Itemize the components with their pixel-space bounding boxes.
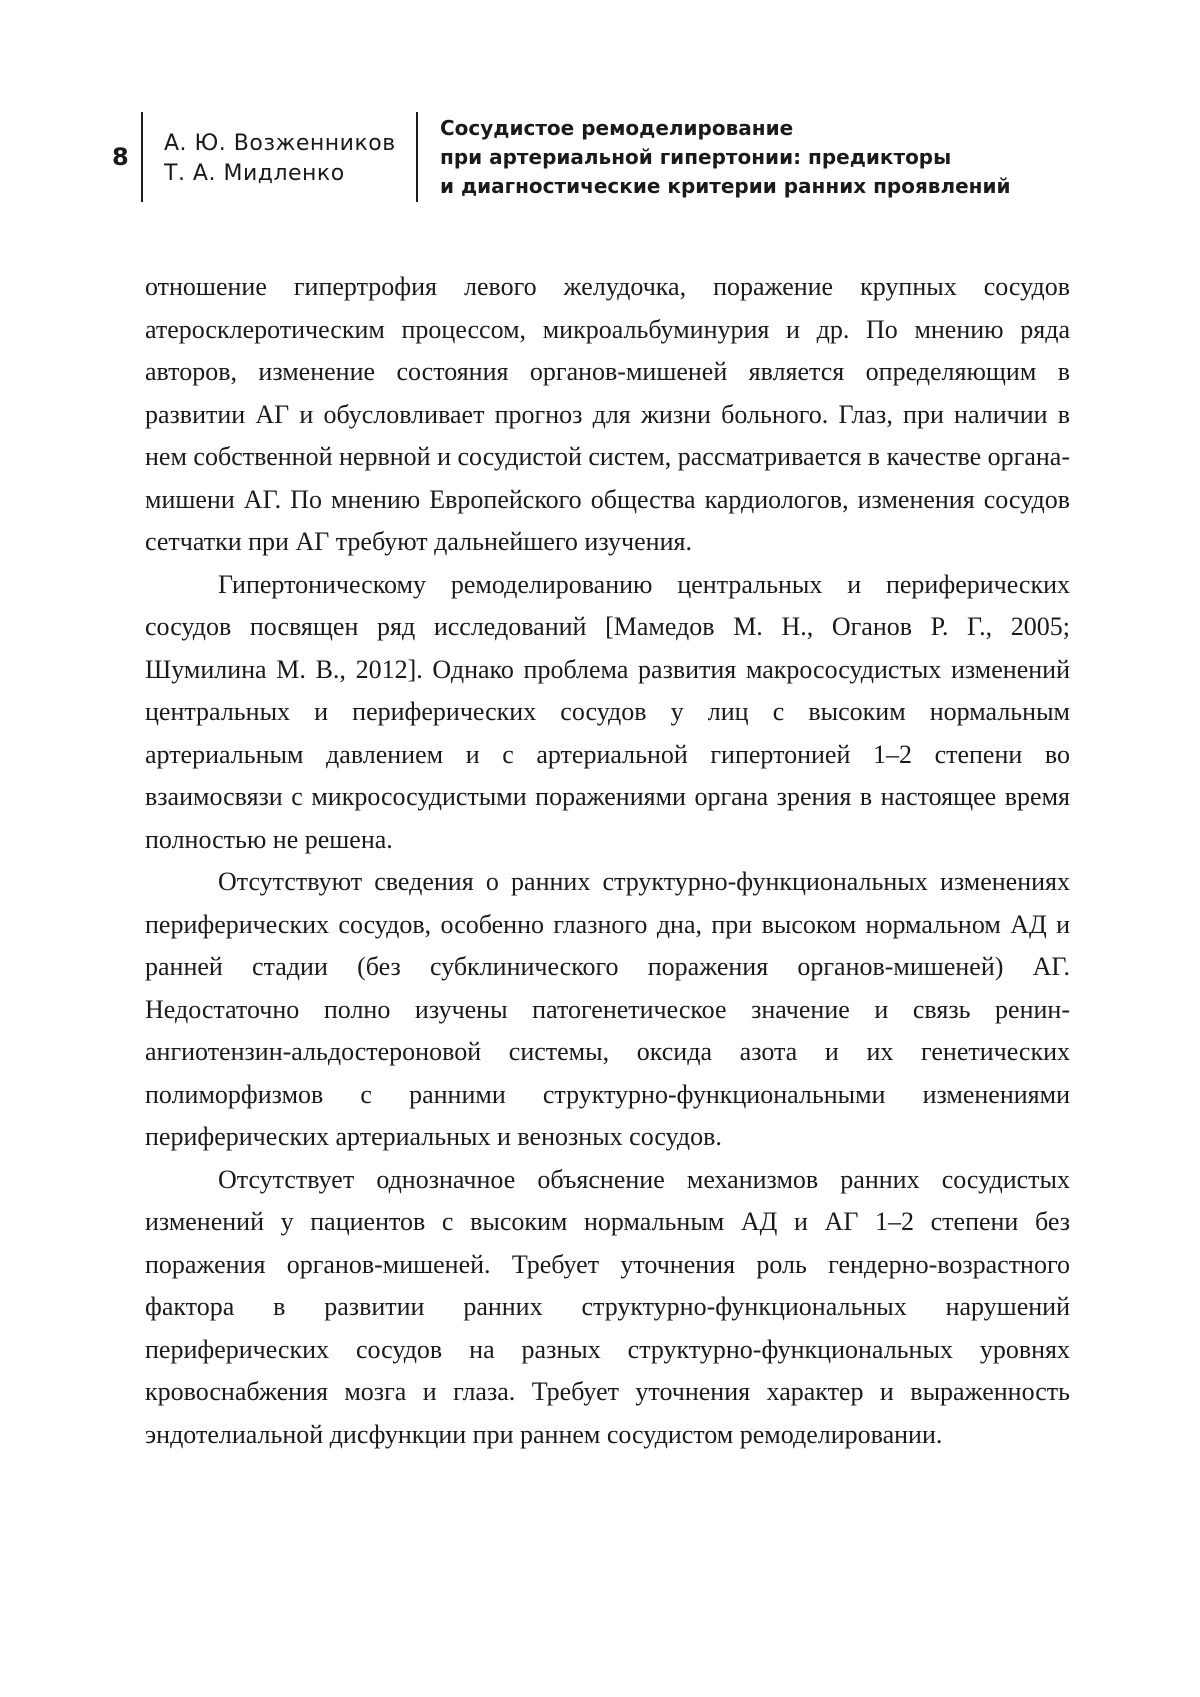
header-divider-right — [416, 112, 418, 202]
author-name: Т. А. Мидленко — [164, 161, 345, 186]
running-title-line: Сосудистое ремоделирование — [440, 116, 794, 140]
paragraph: Отсутствует однозначное объяснение механизмов ранних сосудистых изменений у пациентов с высоким нормальным АД и АГ 1–2 степени без поражения органов-мишеней. Требует уточнения роль гендерно-возрастного фактора в развитии ранних структурно-функциональных нарушений периферических сосудов на разных структурно-функциональных уровнях кровоснабжения мозга и глаза. Требует уточнения характер и выраженность эндотелиальной дисфункции при раннем сосудистом ремоделировании. — [145, 1164, 1070, 1449]
header-authors — [164, 129, 396, 189]
running-title — [440, 114, 1011, 201]
body-text — [145, 266, 1070, 1456]
paragraph: отношение гипертрофия левого желудочка, поражение крупных сосудов атеросклеротическим процессом, микроальбуминурия и др. По мнению ряда авторов, изменение состояния органов-мишеней является определяющим в развитии АГ и обусловливает прогноз для жизни больного. Глаз, при наличии в нем собственной нервной и сосудистой систем, рассматривается в качестве органа-мишени АГ. По мнению Европейского общества кардиологов, изменения сосудов сетчатки при АГ требуют дальнейшего изучения. — [145, 272, 1070, 556]
page-number: 8 — [112, 143, 129, 171]
paragraph: Гипертоническому ремоделированию центральных и периферических сосудов посвящен ряд исследований [Мамедов М. Н., Оганов Р. Г., 2005; Шумилина М. В., 2012]. Однако проблема развития макрососудистых изменений центральных и периферических сосудов у лиц с высоким нормальным артериальным давлением и с артериальной гипертонией 1–2 степени во взаимосвязи с микрососудистыми поражениями органа зрения в настоящее время полностью не решена. — [145, 569, 1070, 854]
header-divider-left — [141, 112, 143, 202]
running-header — [112, 112, 1062, 202]
author-name: А. Ю. Возженников — [164, 131, 396, 156]
running-title-line: при артериальной гипертонии: предикторы — [440, 145, 952, 169]
paragraph: Отсутствуют сведения о ранних структурно-функциональных изменениях периферических сосудов, особенно глазного дна, при высоком нормальном АД и ранней стадии (без субклинического поражения органов-мишеней) АГ. Недостаточно полно изучены патогенетическое значение и связь ренин-ангиотензин-альдостероновой системы, оксида азота и их генетических полиморфизмов с ранними структурно-функциональными изменениями периферических артериальных и венозных сосудов. — [145, 867, 1070, 1151]
running-title-line: и диагностические критерии ранних проявлений — [440, 174, 1011, 198]
